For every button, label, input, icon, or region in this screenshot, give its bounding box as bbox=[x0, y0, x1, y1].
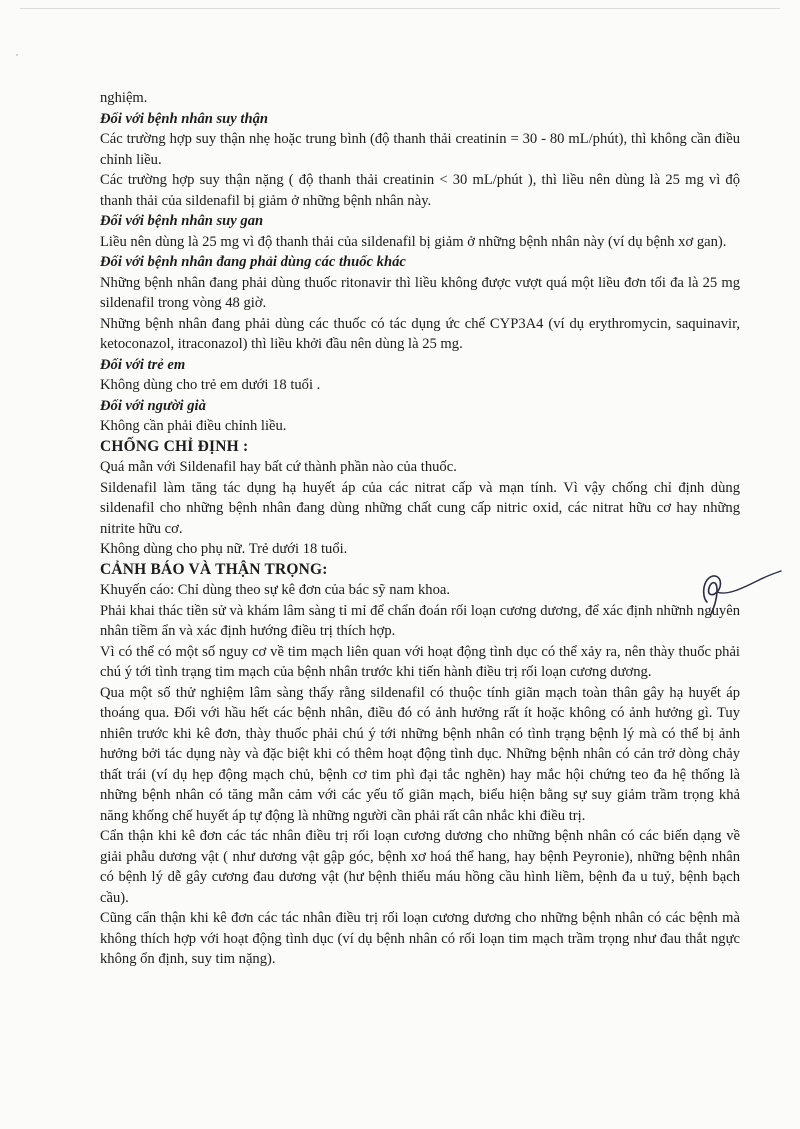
paragraph: Những bệnh nhân đang phải dùng thuốc ritonavir thì liều không được vượt quá một liều đơn tối đa là 25 mg sildenafil trong vòng 48 giờ. bbox=[100, 274, 740, 311]
handwritten-initial-signature bbox=[693, 566, 783, 616]
paragraph: Những bệnh nhân đang phải dùng các thuốc có tác dụng ức chế CYP3A4 (ví dụ erythromycin, saquinavir, ketoconazol, itraconazol) thì liều khởi đầu nên dùng là 25 mg. bbox=[100, 315, 740, 352]
paragraph: Cũng cẩn thận khi kê đơn các tác nhân điều trị rối loạn cương dương cho những bệnh nhân có các bệnh mà không thích hợp với hoạt động tình dục (ví dụ bệnh nhân có rối loạn tim mạch trầm trọng như đau thắt ngực không ổn định, suy tim nặng). bbox=[100, 910, 740, 967]
paragraph: Liều nên dùng là 25 mg vì độ thanh thải của sildenafil bị giảm ở những bệnh nhân này (ví dụ bệnh xơ gan). bbox=[100, 233, 727, 250]
paragraph: Phải khai thác tiền sử và khám lâm sàng tỉ mỉ để chẩn đoán rối loạn cương dương, để xác định nhữnh nguyên nhân tiềm ẩn và xác định hướng điều trị thích hợp. bbox=[100, 602, 740, 639]
section-heading: CHỐNG CHỈ ĐỊNH : bbox=[100, 437, 249, 455]
paragraph: Không dùng cho trẻ em dưới 18 tuổi . bbox=[100, 377, 321, 393]
paragraph: nghiệm. bbox=[100, 90, 148, 106]
paragraph: Các trường hợp suy thận nhẹ hoặc trung bình (độ thanh thải creatinin = 30 - 80 mL/phút), thì không cần điều chỉnh liều. bbox=[100, 131, 740, 168]
paragraph: Không dùng cho phụ nữ. Trẻ dưới 18 tuổi. bbox=[100, 541, 348, 557]
page-top-border bbox=[20, 8, 780, 9]
paragraph: Sildenafil làm tăng tác dụng hạ huyết áp của các nitrat cấp và mạn tính. Vì vậy chống chỉ định dùng sildenafil cho những bệnh nhân đang dùng những chất cung cấp nitric oxid, các nitrat hữu cơ hay những nitrite hữu cơ. bbox=[100, 479, 740, 537]
section-heading: CẢNH BÁO VÀ THẬN TRỌNG: bbox=[100, 560, 328, 578]
section-subheading: Đối với bệnh nhân suy thận bbox=[100, 110, 269, 127]
paragraph: Qua một số thử nghiệm lâm sàng thấy rằng sildenafil có thuộc tính giãn mạch toàn thân gây hạ huyết áp thoáng qua. Đối với hầu hết các bệnh nhân, điều đó có ảnh hưởng rất ít hoặc không có ảnh hưởng gì. Tuy nhiên trước khi kê đơn, thày thuốc phải chú ý tới những bệnh nhân có tình trạng bệnh lý mà có thể bị ảnh hưởng bởi tác dụng này và đặc biệt khi có thêm hoạt động tình dục. Những bệnh nhân có cản trở dòng chảy thất trái (ví dụ hẹp động mạch chủ, bệnh cơ tim phì đại tắc nghẽn) hay mắc hội chứng teo đa hệ thống là những bệnh nhân có tăng mẫn cảm với các yếu tố giãn mạch, biểu hiện bằng sự suy giảm trầm trọng khả năng khống chế huyết áp tự động là những người cần phải rất cân nhắc khi điều trị. bbox=[100, 684, 740, 824]
section-subheading: Đối với bệnh nhân đang phải dùng các thuốc khác bbox=[100, 254, 406, 270]
section-subheading: Đối với người già bbox=[100, 397, 206, 414]
section-subheading: Đối với trẻ em bbox=[100, 356, 186, 373]
paragraph: Cẩn thận khi kê đơn các tác nhân điều trị rối loạn cương dương cho những bệnh nhân có các biến dạng về giải phẫu dương vật ( như dương vật gập góc, bệnh xơ hoá thể hang, hay bệnh Peyronie), những bệnh nhân có bệnh lý dễ gây cương đau dương vật (hư bệnh thiếu máu hồng cầu hình liềm, bệnh đa u tuỷ, bệnh bạch cầu). bbox=[100, 828, 740, 906]
scan-speck bbox=[14, 52, 20, 58]
paragraph: Không cần phải điều chỉnh liều. bbox=[100, 418, 287, 434]
section-subheading: Đối với bệnh nhân suy gan bbox=[100, 213, 264, 229]
paragraph: Vì có thể có một số nguy cơ về tim mạch liên quan với hoạt động tình dục có thể xảy ra, nên thày thuốc phải chú ý tới tình trạng tim mạch của bệnh nhân trước khi tiến hành điều trị rối loạn cương dương. bbox=[100, 643, 740, 680]
paragraph: Khuyến cáo: Chỉ dùng theo sự kê đơn của bác sỹ nam khoa. bbox=[100, 582, 450, 598]
document-body bbox=[100, 88, 740, 970]
paragraph: Các trường hợp suy thận nặng ( độ thanh thải creatinin < 30 mL/phút ), thì liều nên dùng là 25 mg vì độ thanh thải của sildenafil bị giảm ở những bệnh nhân này. bbox=[100, 172, 740, 209]
paragraph: Quá mẫn với Sildenafil hay bất cứ thành phần nào của thuốc. bbox=[100, 459, 457, 475]
